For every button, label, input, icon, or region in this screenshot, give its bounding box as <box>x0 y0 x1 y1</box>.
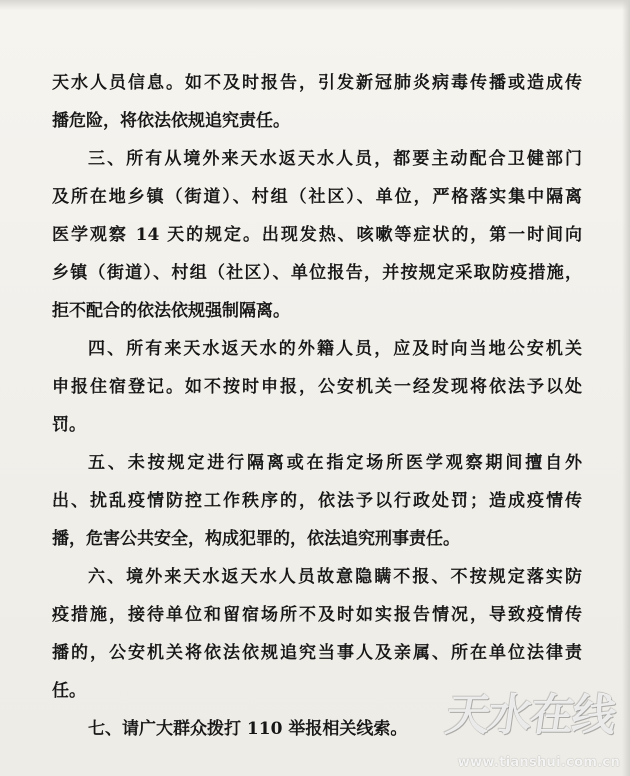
text-line-7: 拒不配合的依法依规强制隔离。 <box>52 301 290 321</box>
text-line-1: 天水人员信息。如不及时报告，引发新冠肺炎病毒传播或造成传 <box>52 73 582 93</box>
text-line-2: 播危险，将依法依规追究责任。 <box>52 111 290 131</box>
text-line-11: 五、未按规定进行隔离或在指定场所医学观察期间擅自外 <box>88 453 582 473</box>
text-line-15: 疫措施，接待单位和留宿场所不及时如实报告情况，导致疫情传 <box>52 605 582 625</box>
watermark-url: www.tianshui.com.cn <box>457 755 620 770</box>
text-line-4: 及所在地乡镇（街道）、村组（社区）、单位，严格落实集中隔离 <box>52 187 582 207</box>
watermark-char: 天 <box>442 690 494 741</box>
scan-edge-right <box>622 0 630 776</box>
watermark-char: 在 <box>526 690 578 741</box>
text-line-18: 七、请广大群众拨打 110 举报相关线索。 <box>88 719 408 739</box>
text-line-6: 乡镇（街道）、村组（社区）、单位报告，并按规定采取防疫措施， <box>52 263 582 283</box>
text-line-16: 播的，公安机关将依法依规追究当事人及亲属、所在单位法律责 <box>52 643 582 663</box>
site-watermark <box>442 690 620 746</box>
text-line-8: 四、所有来天水返天水的外籍人员，应及时向当地公安机关 <box>88 339 582 359</box>
watermark-char: 水 <box>484 690 536 741</box>
text-line-9: 申报住宿登记。如不按时申报，公安机关一经发现将依法予以处 <box>52 377 582 397</box>
scan-edge-top <box>0 0 630 10</box>
text-line-3: 三、所有从境外来天水返天水人员，都要主动配合卫健部门 <box>88 149 582 169</box>
text-line-14: 六、境外来天水返天水人员故意隐瞒不报、不按规定落实防 <box>88 567 582 587</box>
text-line-10: 罚。 <box>52 415 86 435</box>
watermark-char: 线 <box>568 690 620 741</box>
text-line-5: 医学观察 14 天的规定。出现发热、咳嗽等症状的，第一时间向 <box>52 225 582 245</box>
text-line-12: 出、扰乱疫情防控工作秩序的，依法予以行政处罚；造成疫情传 <box>52 491 582 511</box>
text-line-17: 任。 <box>52 681 86 701</box>
text-line-13: 播，危害公共安全，构成犯罪的，依法追究刑事责任。 <box>52 529 460 549</box>
